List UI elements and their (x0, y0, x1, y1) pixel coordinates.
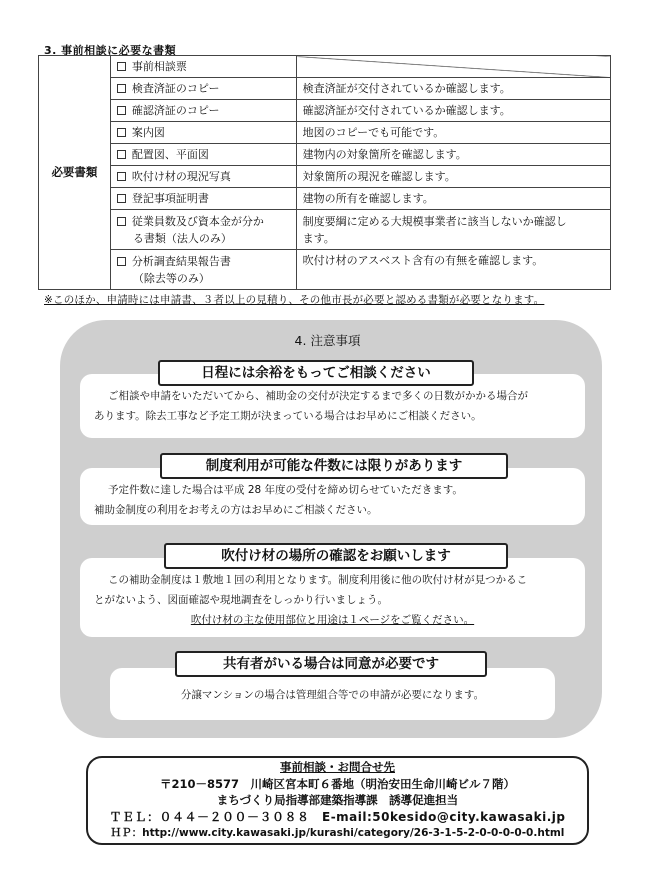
table-row (39, 78, 611, 100)
contact-box (86, 756, 589, 845)
document-item: 従業員数及び資本金が分か る書類（法人のみ） (110, 210, 296, 250)
section3-title: 3. 事前相談に必要な書類 (44, 44, 177, 57)
note-card-location (80, 558, 585, 637)
contact-department: まちづくり局指導部建築指導課 誘導促進担当 (216, 793, 459, 807)
checkbox-icon[interactable] (117, 150, 126, 159)
table-row (39, 100, 611, 122)
document-note: 対象箇所の現況を確認します。 (296, 166, 610, 188)
checkbox-icon[interactable] (117, 194, 126, 203)
document-item: 確認済証のコピー (110, 100, 296, 122)
table-row (39, 144, 611, 166)
note-text: 分譲マンションの場合は管理組合等での申請が必要になります。 (180, 689, 485, 701)
document-item: 案内図 (110, 122, 296, 144)
note-text: 補助金制度の利用をお考えの方はお早めにご相談ください。 (94, 504, 378, 516)
category-cell: 必要書類 (39, 56, 111, 290)
note-text: この補助金制度は１敷地１回の利用となります。制度利用後に他の吹付け材が見つかるこ (108, 574, 528, 586)
checkbox-icon[interactable] (117, 257, 126, 266)
document-note-empty (296, 56, 610, 78)
document-note: 検査済証が交付されているか確認します。 (296, 78, 610, 100)
table-row (39, 250, 611, 290)
note-text: とがないよう、図面確認や現地調査をしっかり行いましょう。 (94, 594, 388, 606)
document-note: 建物内の対象箇所を確認します。 (296, 144, 610, 166)
note-text: あります。除去工事など予定工期が決まっている場合はお早めにご相談ください。 (94, 410, 482, 422)
table-row (39, 166, 611, 188)
document-item: 吹付け材の現況写真 (110, 166, 296, 188)
document-item: 登記事項証明書 (110, 188, 296, 210)
table-row (39, 210, 611, 250)
note-heading-limit: 制度利用が可能な件数には限りがあります (160, 453, 508, 479)
checkbox-icon[interactable] (117, 62, 126, 71)
note-heading-schedule: 日程には余裕をもってご相談ください (158, 360, 474, 386)
document-note: 確認済証が交付されているか確認します。 (296, 100, 610, 122)
checkbox-icon[interactable] (117, 217, 126, 226)
contact-address: 〒210－8577 川崎区宮本町６番地（明治安田生命川崎ビル７階） (159, 776, 515, 791)
document-item: 検査済証のコピー (110, 78, 296, 100)
table-row (39, 56, 611, 78)
note-heading-location: 吹付け材の場所の確認をお願いします (164, 543, 508, 569)
document-item: 配置図、平面図 (110, 144, 296, 166)
checkbox-icon[interactable] (117, 84, 126, 93)
document-item: 事前相談票 (110, 56, 296, 78)
section4-title: 4. 注意事項 (294, 333, 361, 348)
table-row (39, 122, 611, 144)
document-note: 吹付け材のアスベスト含有の有無を確認します。 (296, 250, 610, 290)
required-documents-table (38, 55, 611, 290)
document-note: 制度要綱に定める大規模事業者に該当しないか確認し ます。 (296, 210, 610, 250)
documents-footnote: ※このほか、申請時には申請書、３者以上の見積り、その他市長が必要と認める書類が必要となります。 (44, 294, 545, 306)
document-item: 分析調査結果報告書 （除去等のみ） (110, 250, 296, 290)
note-text: 予定件数に達した場合は平成 28 年度の受付を締め切らせていただきます。 (108, 484, 463, 496)
contact-tel-email[interactable]: ＴＥＬ：０４４－２００－３０８８ E-mail:50kesido@city.kawasaki.jp (109, 809, 566, 824)
note-heading-consent: 共有者がいる場合は同意が必要です (175, 651, 487, 677)
contact-title: 事前相談・お問合せ先 (280, 760, 395, 774)
document-note: 建物の所有を確認します。 (296, 188, 610, 210)
reference-link[interactable]: 吹付け材の主な使用部位と用途は１ページをご覧ください。 (190, 614, 475, 626)
contact-homepage-link[interactable]: ＨＰ：http://www.city.kawasaki.jp/kurashi/category/26-3-1-5-2-0-0-0-0-0.html (110, 827, 565, 839)
document-note: 地図のコピーでも可能です。 (296, 122, 610, 144)
checkbox-icon[interactable] (117, 172, 126, 181)
note-text: ご相談や申請をいただいてから、補助金の交付が決定するまで多くの日数がかかる場合が (108, 390, 528, 402)
checkbox-icon[interactable] (117, 106, 126, 115)
checkbox-icon[interactable] (117, 128, 126, 137)
table-row (39, 188, 611, 210)
